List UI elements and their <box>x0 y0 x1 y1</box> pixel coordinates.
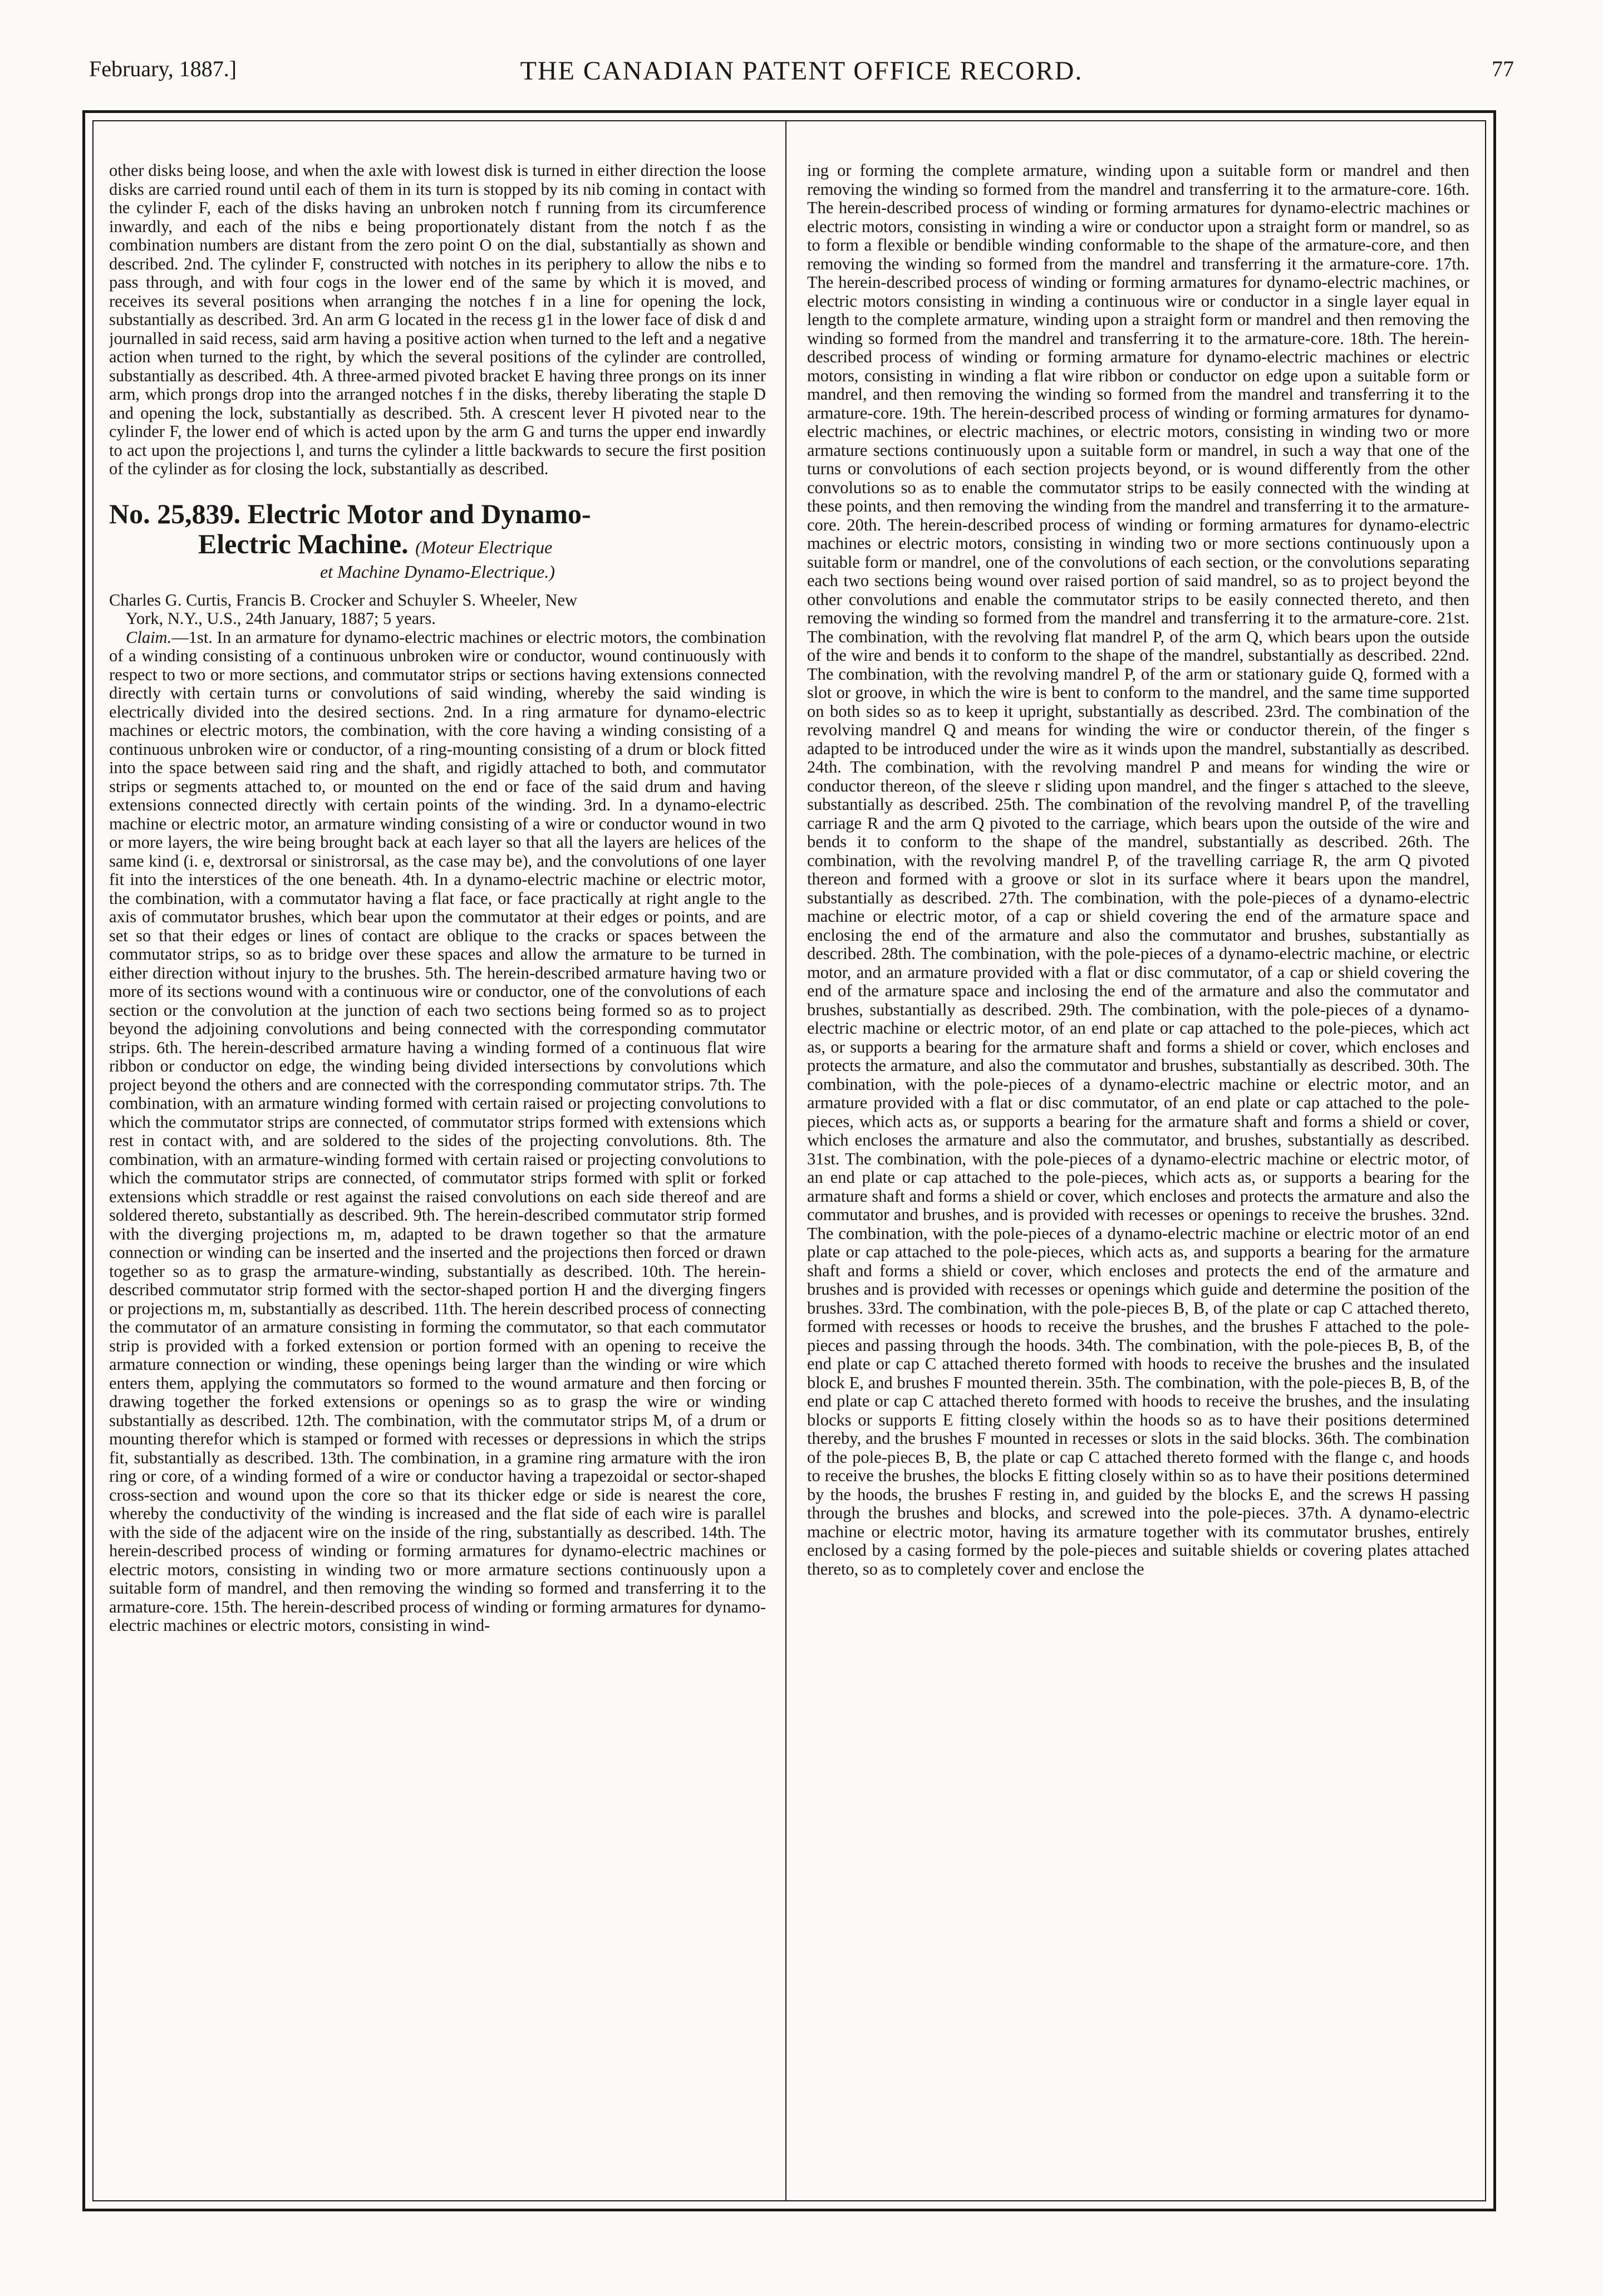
continued-claims: other disks being loose, and when the axle with lowest disk is turned in either direction the loose disks are carried round until each of them in its turn is stopped by its nib coming in contact with the cylinder F, each of the disks having an unbroken notch f running from its circumference inwardly, and each of the nibs e being proportionately distant from the notch f as the combination numbers are distant from the zero point O on the dial, substantially as shown and described. 2nd. The cylinder F, constructed with notches in its periphery to allow the nibs e to pass through, and with four cogs in the lower end of the same by which it is moved, and receives its several positions when arranging the notches f in a line for opening the lock, substantially as described. 3rd. An arm G located in the recess g1 in the lower face of disk d and journalled in said recess, said arm having a positive action when turned to the left and a negative action when turned to the right, by which the several positions of the cylinder are controlled, substantially as described. 4th. A three-armed pivoted bracket E having three prongs on its inner arm, which prongs drop into the arranged notches f in the disks, thereby liberating the staple D and opening the lock, substantially as described. 5th. A crescent lever H pivoted near to the cylinder F, the lower end of which is acted upon by the arm G and turns the upper end inwardly to act upon the projections l, and turns the cylinder a little backwards to secure the first position of the cylinder as for closing the lock, substantially as described. <box>109 161 766 478</box>
page-header <box>89 56 1514 89</box>
patent-number: No. 25,839. <box>109 498 241 529</box>
patent-translation-2: et Machine Dynamo-Electrique.) <box>319 561 555 582</box>
patent-title-line2: Electric Machine. <box>198 528 409 559</box>
patent-title-line1: Electric Motor and Dynamo- <box>247 498 591 529</box>
patent-inventors: Charles G. Curtis, Francis B. Crocker and Schuyler S. Wheeler, New <box>109 590 578 609</box>
continued-claims-right: ing or forming the complete armature, winding upon a suitable form or mandrel and then removing the winding so formed from the mandrel and transferring it to the armature-core. 16th. The herein-described process of winding or forming armatures for dynamo-electric machines or electric motors, consisting in winding a wire or conductor upon a straight form or mandrel, so as to form a flexible or bendible winding conformable to the shape of the armature-core, and then removing the winding so formed from the mandrel and transferring it the armature-core. 17th. The herein-described process of winding or forming armatures for dynamo-electric machines, or electric motors consisting in winding a continuous wire or conductor in a single layer equal in length to the complete armature, winding upon a straight form or mandrel and then removing the winding so formed from the mandrel and transferring it to the armature-core. 18th. The herein-described process of winding or forming armature for dynamo-electric machines or electric motors, consisting in winding a flat wire ribbon or conductor on edge upon a suitable form or mandrel, and then removing the winding so formed from the mandrel and transferring it to the armature-core. 19th. The herein-described process of winding or forming armatures for dynamo-electric machines, or electric machines, or electric motors, consisting in winding two or more armature sections continuously upon a suitable form or mandrel, in such a way that one of the turns or convolutions of each section projects beyond, or is wound differently from the other convolutions so as to enable the commutator strips to be easily connected with the winding at these points, and then removing the winding from the mandrel and transferring it to the armature-core. 20th. The herein-described process of winding or forming armatures for dynamo-electric machines or electric motors, consisting in winding two or more sections continuously upon a suitable form or mandrel, one of the convolutions of each section, or the convolutions separating each two sections being wound over raised portion of said mandrel, so as to project beyond the other convolutions and enable the commutator strips to be easily connected thereto, and then removing the winding so formed from the mandrel and transferring it to the armature-core. 21st. The combination, with the revolving flat mandrel P, of the arm Q, which bears upon the outside of the wire and bends it to conform to the shape of the mandrel, substantially as described. 22nd. The combination, with the revolving mandrel P, of the arm or stationary guide Q, formed with a slot or groove, in which the wire is bent to conform to the mandrel, and the same time supported on both sides so as to keep it upright, substantially as described. 23rd. The combination of the revolving mandrel Q and means for winding the wire or conductor therein, of the finger s adapted to be introduced under the wire as it winds upon the mandrel, substantially as described. 24th. The combination, with the revolving mandrel P and means for winding the wire or conductor thereon, of the sleeve r sliding upon mandrel, and the finger s attached to the sleeve, substantially as described. 25th. The combination of the revolving mandrel P, of the travelling carriage R and the arm Q pivoted to the carriage, which bears upon the outside of the wire and bends it to conform to the shape of the mandrel, substantially as described. 26th. The combination, with the revolving mandrel P, of the travelling carriage R, the arm Q pivoted thereon and formed with a groove or slot in its surface where it bears upon the mandrel, substantially as described. 27th. The combination, with the pole-pieces of a dynamo-electric machine or electric motor, of a cap or shield covering the end of the armature space and enclosing the end of the armature and also the commutator and brushes, substantially as described. 28th. The combination, with the pole-pieces of a dynamo-electric machine, or electric motor, and an armature provided with a flat or disc commutator, of a cap or shield covering the end of the armature space and inclosing the end of the armature and also the commutator and brushes, substantially as described. 29th. The combination, with the pole-pieces of a dynamo-electric machine or electric motor, of an end plate or cap attached to the pole-pieces, which act as, or supports a bearing for the armature shaft and forms a shield or cover, which encloses and protects the armature, and also the commutator and brushes, substantially as described. 30th. The combination, with the pole-pieces of a dynamo-electric machine or electric motor, and an armature provided with a flat or disc commutator, of an end plate or cap attached to the pole-pieces, which acts as, or supports a bearing for the armature shaft and forms a shield or cover, which encloses the armature and also the commutator, and brushes, substantially as described. 31st. The combination, with the pole-pieces of a dynamo-electric machine or electric motor, of an end plate or cap attached to the pole-pieces, which acts as, or supports a bearing for the armature shaft and forms a shield or cover, which encloses and protects the armature and also the commutator and brushes, and is provided with recesses or openings to receive the brushes. 32nd. The combination, with the pole-pieces of a dynamo-electric machine or electric motor of an end plate or cap attached to the pole-pieces, which acts as, and supports a bearing for the armature shaft and forms a shield or cover, which encloses and protects the end of the armature and brushes and is provided with recesses or openings which guide and determine the position of the brushes. 33rd. The combination, with the pole-pieces B, B, of the plate or cap C attached thereto, formed with recesses or hoods to receive the brushes, and the brushes F attached to the pole-pieces and passing through the hoods. 34th. The combination, with the pole-pieces B, B, of the end plate or cap C attached thereto formed with hoods to receive the brushes and the insulated block E, and brushes F mounted therein. 35th. The combination, with the pole-pieces B, B, of the end plate or cap C attached thereto formed with hoods to receive the brushes, and the insulating blocks or supports E fitting closely within the hoods so as to have their positions determined thereby, and the brushes F mounted in recesses or slots in the said blocks. 36th. The combination of the pole-pieces B, B, the plate or cap C attached thereto formed with the flange c, and hoods to receive the brushes, the blocks E fitting closely within so as to have their positions determined by the hoods, the brushes F resting in, and guided by the blocks E, and the screws H passing through the brushes and blocks, and screwed into the pole-pieces. 37th. A dynamo-electric machine or electric motor, having its armature together with its commutator brushes, entirely enclosed by a casing formed by the pole-pieces and suitable shields or covering plates attached thereto, so as to completely cover and enclose the <box>807 161 1469 1579</box>
column-divider <box>785 120 786 2201</box>
right-column <box>807 161 1469 2176</box>
claims-paragraph <box>109 628 766 1635</box>
patent-heading <box>109 499 766 581</box>
claim-label: Claim. <box>126 627 172 647</box>
left-column <box>109 161 766 2176</box>
page-number: 77 <box>1492 56 1514 81</box>
patent-inventors-line2: York, N.Y., U.S., 24th January, 1887; 5 years. <box>126 609 436 628</box>
patent-translation-1: (Moteur Electrique <box>415 537 553 557</box>
publication-title: THE CANADIAN PATENT OFFICE RECORD. <box>520 56 1083 86</box>
claim-text: —1st. In an armature for dynamo-electric machines or electric motors, the combination of a winding consisting of a continuous unbroken wire or conductor, wound continuously with respect to two or more sections, and commutator strips or sections having extensions connected directly with certain turns or convolutions of said winding, whereby the said winding is electrically divided into the desired sections. 2nd. In a ring armature for dynamo-electric machines or electric motors, the combination, with the core having a winding consisting of a continuous unbroken wire or conductor, of a ring-mounting consisting of a drum or block fitted into the space between said ring and the shaft, and rigidly attached to both, and commutator strips or segments attached to, or mounted on the end or face of the said drum and having extensions connected directly with certain points of the winding. 3rd. In a dynamo-electric machine or electric motor, an armature winding consisting of a wire or conductor wound in two or more layers, the wire being brought back at each layer so that all the layers are helices of the same kind (i. e, dextrorsal or sinistrorsal, as the case may be), and the convolutions of one layer fit into the interstices of the one beneath. 4th. In a dynamo-electric machine or electric motor, the combination, with a commutator having a flat face, or face practically at right angle to the axis of commutator brushes, which bear upon the commutator at their edges or points, and are set so that their edges or lines of contact are oblique to the cracks or spaces between the commutator strips, so as to bridge over these spaces and allow the armature to be turned in either direction without injury to the brushes. 5th. The herein-described armature having two or more of its sections wound with a continuous wire or conductor, one of the convolutions of each section or the convolution at the junction of each two sections being formed so as to project beyond the adjoining convolutions and being connected with the corresponding commutator strips. 6th. The herein-described armature having a winding formed of a continuous flat wire ribbon or conductor on edge, the winding being divided intersections by convolutions which project beyond the others and are connected with the corresponding commutator strips. 7th. The combination, with an armature winding formed with certain raised or projecting convolutions to which the commutator strips are connected, of commutator strips formed with extensions which rest in contact with, and are soldered to the sides of the projecting convolutions. 8th. The combination, with an armature-winding formed with certain raised or projecting convolutions to which the commutator strips are connected, of commutator strips formed with split or forked extensions which straddle or rest against the raised convolutions on each side thereof and are soldered thereto, substantially as described. 9th. The herein-described commutator strip formed with the diverging projections m, m, adapted to be drawn together so that the armature connection or winding can be inserted and the inserted and the projections then forced or drawn together so as to grasp the armature-winding, substantially as described. 10th. The herein-described commutator strip formed with the sector-shaped portion H and the diverging fingers or projections m, m, substantially as described. 11th. The herein described process of connecting the commutator of an armature consisting in forming the commutator, so that each commutator strip is provided with a forked extension or portion formed with an opening to receive the armature connection or winding, these openings being larger than the winding or wire which enters them, applying the commutators so formed to the wound armature and then forcing or drawing together the forked extensions or openings so as to grasp the wire or winding substantially as described. 12th. The combination, with the commutator strips M, of a drum or mounting therefor which is stamped or formed with recesses or depressions in which the strips fit, substantially as described. 13th. The combination, in a gramine ring armature with the iron ring or core, of a winding formed of a wire or conductor having a trapezoidal or sector-shaped cross-section and wound upon the core so that its thicker edge or side is nearest the core, whereby the conductivity of the winding is increased and the flat side of each wire is parallel with the side of the adjacent wire on the inside of the ring, substantially as described. 14th. The herein-described process of winding or forming armatures for dynamo-electric machines or electric motors, consisting in winding two or more armature sections continuously upon a suitable form of mandrel, and then removing the winding so formed and transferring it to the armature-core. 15th. The herein-described process of winding or forming armatures for dynamo-electric machines or electric motors, consisting in wind- <box>109 627 766 1635</box>
issue-date: February, 1887.] <box>89 56 237 81</box>
